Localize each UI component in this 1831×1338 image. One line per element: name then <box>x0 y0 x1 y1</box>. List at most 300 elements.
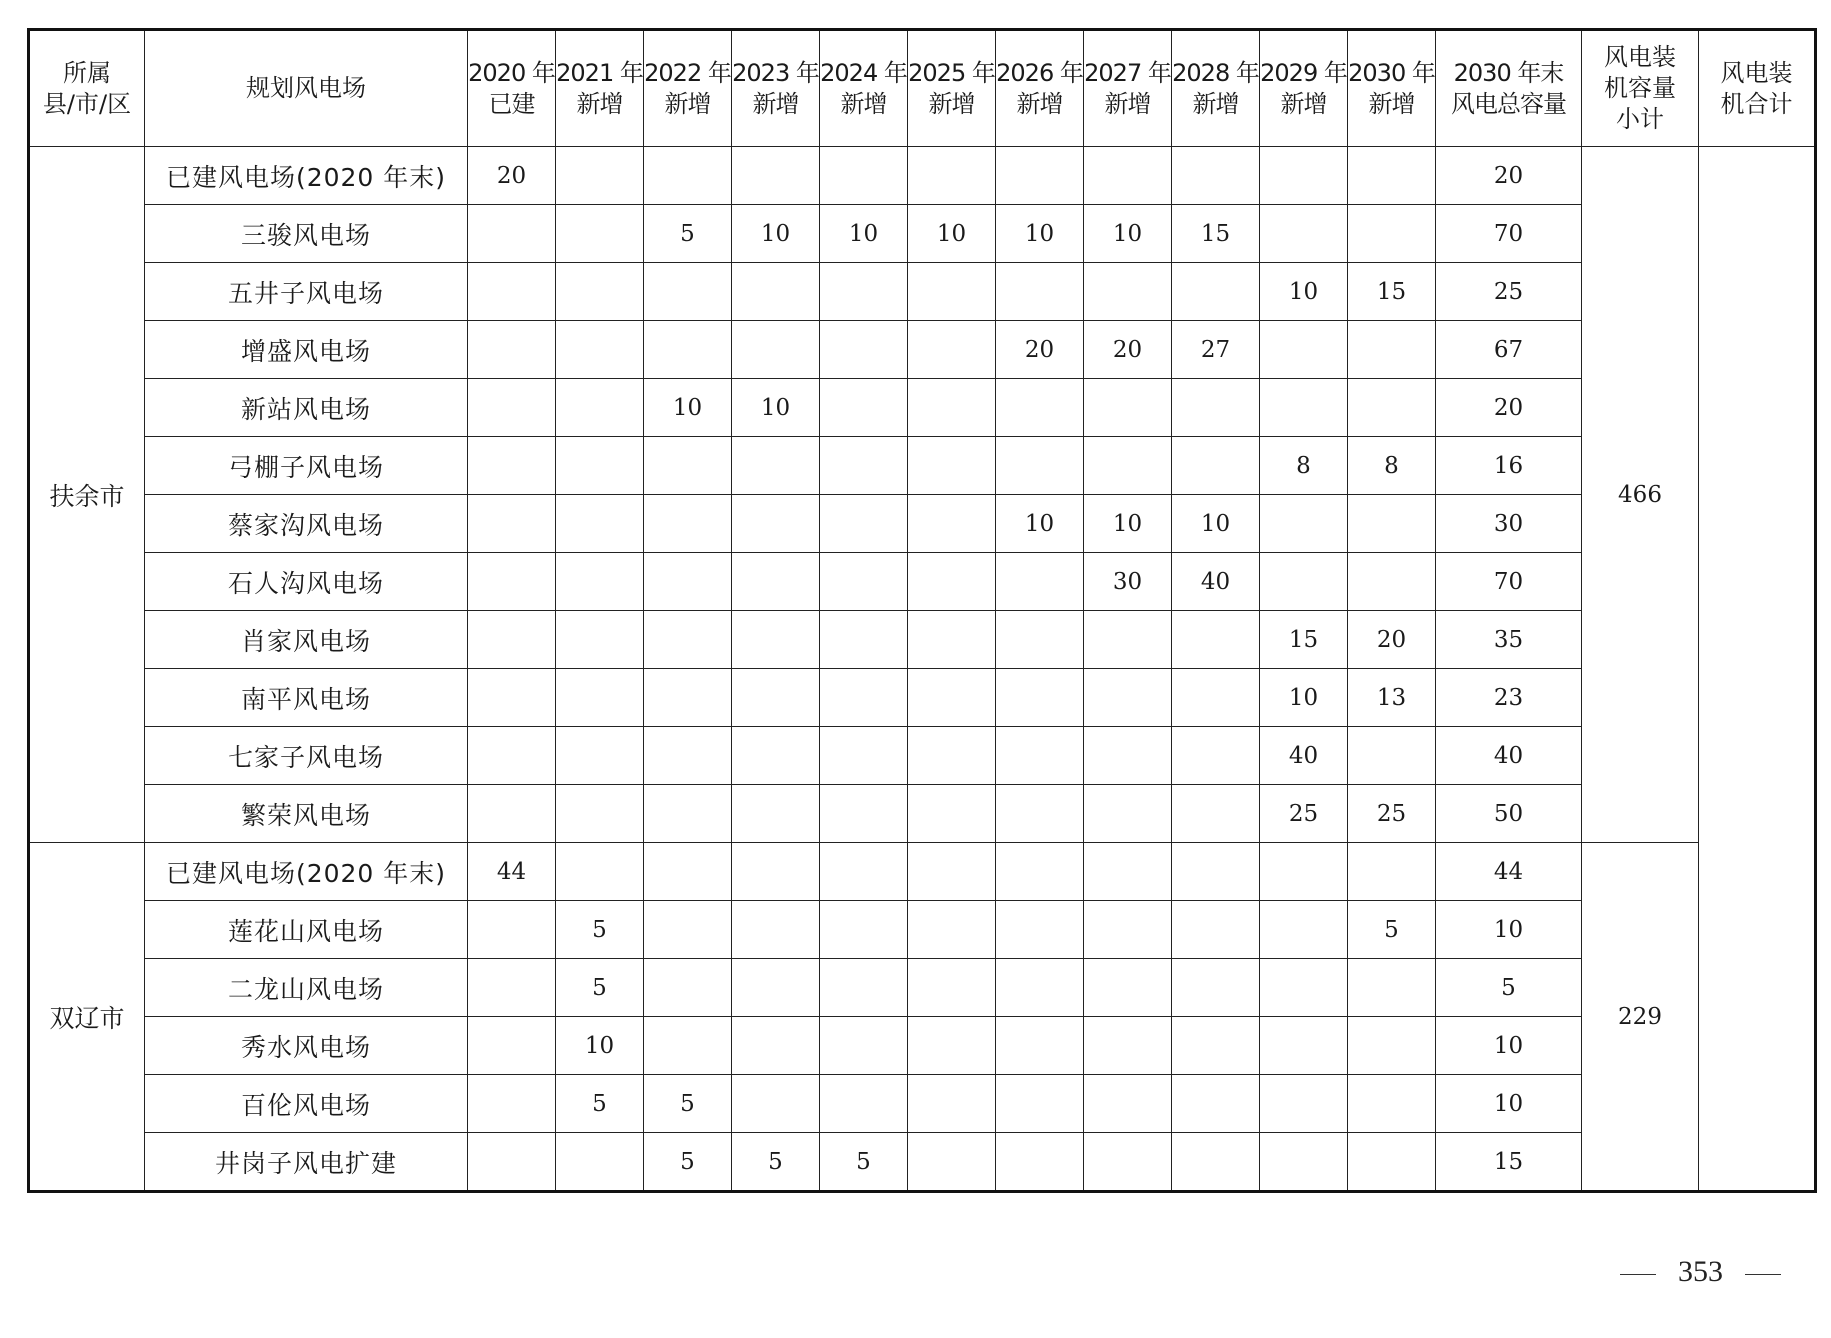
header-line: 新增 <box>752 89 799 118</box>
header-year <box>1172 30 1260 147</box>
capacity-cell <box>644 263 732 321</box>
table-row <box>29 1133 1816 1192</box>
capacity-cell <box>1084 1133 1172 1192</box>
farm-name-cell: 新站风电场 <box>145 379 468 437</box>
capacity-cell <box>732 321 820 379</box>
table-row <box>29 959 1816 1017</box>
header-year <box>556 30 644 147</box>
header-year <box>468 30 556 147</box>
farm-name-cell: 肖家风电场 <box>145 611 468 669</box>
capacity-cell <box>996 379 1084 437</box>
capacity-cell <box>1084 901 1172 959</box>
table-row <box>29 437 1816 495</box>
capacity-cell <box>1348 147 1436 205</box>
header-line: 2020 年 <box>468 58 555 87</box>
farm-name-cell: 七家子风电场 <box>145 727 468 785</box>
table-row <box>29 843 1816 901</box>
capacity-cell <box>468 263 556 321</box>
capacity-cell: 5 <box>556 1075 644 1133</box>
capacity-cell <box>996 437 1084 495</box>
capacity-cell <box>908 1017 996 1075</box>
header-region <box>29 30 145 147</box>
table-row <box>29 379 1816 437</box>
farm-name-cell: 百伦风电场 <box>145 1075 468 1133</box>
capacity-cell <box>820 147 908 205</box>
table-row <box>29 1075 1816 1133</box>
header-line: 2029 年 <box>1260 58 1347 87</box>
header-line: 2027 年 <box>1084 58 1171 87</box>
header-line: 风电总容量 <box>1451 89 1566 118</box>
capacity-cell: 40 <box>1260 727 1348 785</box>
capacity-cell <box>1172 147 1260 205</box>
capacity-table-sheet <box>27 28 1817 1193</box>
capacity-cell <box>1260 553 1348 611</box>
capacity-cell <box>556 437 644 495</box>
capacity-cell <box>996 1017 1084 1075</box>
capacity-cell <box>996 553 1084 611</box>
table-row <box>29 785 1816 843</box>
header-year <box>908 30 996 147</box>
capacity-cell <box>1348 205 1436 263</box>
capacity-cell: 20 <box>468 147 556 205</box>
capacity-cell <box>468 205 556 263</box>
total-capacity-cell: 10 <box>1436 1075 1582 1133</box>
capacity-cell <box>644 611 732 669</box>
header-total-2030 <box>1436 30 1582 147</box>
capacity-cell <box>1260 205 1348 263</box>
capacity-cell <box>820 611 908 669</box>
capacity-cell: 15 <box>1172 205 1260 263</box>
capacity-cell: 10 <box>1084 495 1172 553</box>
header-line: 2024 年 <box>820 58 907 87</box>
header-line: 小计 <box>1616 105 1664 133</box>
capacity-cell <box>556 147 644 205</box>
capacity-cell <box>732 727 820 785</box>
capacity-cell: 10 <box>1260 669 1348 727</box>
table-row <box>29 147 1816 205</box>
capacity-cell <box>996 727 1084 785</box>
capacity-cell <box>908 553 996 611</box>
capacity-cell <box>1084 727 1172 785</box>
capacity-cell <box>1260 1075 1348 1133</box>
capacity-cell <box>996 959 1084 1017</box>
capacity-cell <box>1260 147 1348 205</box>
total-capacity-cell: 44 <box>1436 843 1582 901</box>
capacity-cell <box>732 843 820 901</box>
capacity-cell <box>996 843 1084 901</box>
capacity-cell <box>1172 1017 1260 1075</box>
farm-name-cell: 莲花山风电场 <box>145 901 468 959</box>
capacity-cell <box>1084 1017 1172 1075</box>
capacity-cell <box>820 669 908 727</box>
header-line: 新增 <box>1192 89 1239 118</box>
table-row <box>29 263 1816 321</box>
capacity-cell <box>1172 843 1260 901</box>
capacity-cell <box>1172 1075 1260 1133</box>
table-row <box>29 495 1816 553</box>
capacity-cell <box>908 959 996 1017</box>
capacity-cell <box>1348 843 1436 901</box>
header-line: 新增 <box>928 89 975 118</box>
capacity-cell <box>468 321 556 379</box>
subtotal-cell: 466 <box>1582 147 1699 843</box>
capacity-cell <box>1348 959 1436 1017</box>
farm-name-cell: 增盛风电场 <box>145 321 468 379</box>
capacity-cell: 5 <box>644 205 732 263</box>
table-row <box>29 611 1816 669</box>
capacity-cell <box>1260 1017 1348 1075</box>
capacity-cell <box>908 669 996 727</box>
capacity-cell <box>820 437 908 495</box>
capacity-cell <box>908 321 996 379</box>
total-capacity-cell: 70 <box>1436 553 1582 611</box>
capacity-cell <box>1084 147 1172 205</box>
farm-name-cell: 弓棚子风电场 <box>145 437 468 495</box>
capacity-cell: 5 <box>644 1133 732 1192</box>
capacity-cell <box>1172 785 1260 843</box>
capacity-cell <box>732 263 820 321</box>
capacity-cell: 25 <box>1348 785 1436 843</box>
page-number-dash-left <box>1620 1274 1656 1275</box>
capacity-cell: 10 <box>1172 495 1260 553</box>
capacity-cell <box>468 1017 556 1075</box>
capacity-cell <box>1084 785 1172 843</box>
header-row <box>29 30 1816 147</box>
region-cell: 扶余市 <box>29 147 145 843</box>
header-line: 2021 年 <box>556 58 643 87</box>
header-line: 新增 <box>664 89 711 118</box>
header-line: 新增 <box>1016 89 1063 118</box>
capacity-cell <box>1348 495 1436 553</box>
table-body <box>29 147 1816 1192</box>
capacity-cell <box>732 959 820 1017</box>
farm-name-cell: 二龙山风电场 <box>145 959 468 1017</box>
farm-name-cell: 繁荣风电场 <box>145 785 468 843</box>
capacity-cell <box>820 843 908 901</box>
capacity-cell <box>732 437 820 495</box>
capacity-cell <box>644 901 732 959</box>
capacity-cell <box>1172 611 1260 669</box>
capacity-cell <box>1260 321 1348 379</box>
capacity-cell <box>820 959 908 1017</box>
subtotal-cell: 229 <box>1582 843 1699 1192</box>
capacity-cell <box>996 611 1084 669</box>
capacity-cell: 30 <box>1084 553 1172 611</box>
header-year <box>644 30 732 147</box>
capacity-cell <box>1084 959 1172 1017</box>
capacity-cell <box>1260 379 1348 437</box>
capacity-cell <box>1348 379 1436 437</box>
capacity-cell <box>644 727 732 785</box>
capacity-cell: 10 <box>996 205 1084 263</box>
capacity-cell <box>996 901 1084 959</box>
total-capacity-cell: 67 <box>1436 321 1582 379</box>
capacity-cell: 20 <box>1348 611 1436 669</box>
header-line: 2025 年 <box>908 58 995 87</box>
capacity-cell <box>820 321 908 379</box>
capacity-cell <box>1172 379 1260 437</box>
capacity-cell <box>644 495 732 553</box>
total-capacity-cell: 16 <box>1436 437 1582 495</box>
farm-name-cell: 南平风电场 <box>145 669 468 727</box>
capacity-cell <box>996 669 1084 727</box>
capacity-cell: 10 <box>908 205 996 263</box>
header-line: 新增 <box>1104 89 1151 118</box>
grand-total-cell <box>1699 147 1816 1192</box>
capacity-cell <box>1260 843 1348 901</box>
header-line: 已建 <box>488 89 535 118</box>
capacity-cell <box>732 669 820 727</box>
capacity-cell <box>644 785 732 843</box>
capacity-cell: 10 <box>1084 205 1172 263</box>
capacity-cell <box>468 611 556 669</box>
table-row <box>29 669 1816 727</box>
header-line: 新增 <box>1368 89 1415 118</box>
capacity-cell <box>1172 669 1260 727</box>
capacity-cell <box>468 379 556 437</box>
capacity-cell <box>820 263 908 321</box>
capacity-cell <box>732 147 820 205</box>
farm-name-cell: 秀水风电场 <box>145 1017 468 1075</box>
capacity-cell <box>1348 321 1436 379</box>
farm-name-cell: 石人沟风电场 <box>145 553 468 611</box>
capacity-cell <box>468 553 556 611</box>
capacity-cell <box>1260 495 1348 553</box>
header-line: 机容量 <box>1604 74 1676 102</box>
total-capacity-cell: 70 <box>1436 205 1582 263</box>
capacity-cell <box>908 437 996 495</box>
capacity-cell: 5 <box>732 1133 820 1192</box>
header-year <box>996 30 1084 147</box>
total-capacity-cell: 25 <box>1436 263 1582 321</box>
capacity-cell <box>556 1133 644 1192</box>
total-capacity-cell: 23 <box>1436 669 1582 727</box>
capacity-cell <box>732 553 820 611</box>
capacity-cell <box>908 147 996 205</box>
capacity-cell <box>556 553 644 611</box>
capacity-cell <box>468 959 556 1017</box>
capacity-cell <box>644 1017 732 1075</box>
header-line: 2030 年 <box>1348 58 1435 87</box>
capacity-cell: 10 <box>820 205 908 263</box>
capacity-cell <box>644 553 732 611</box>
capacity-cell <box>1172 901 1260 959</box>
capacity-cell <box>556 205 644 263</box>
capacity-cell <box>1260 1133 1348 1192</box>
capacity-cell <box>908 1133 996 1192</box>
page-number <box>1598 1255 1803 1289</box>
header-line: 2030 年末 <box>1453 58 1564 87</box>
capacity-cell: 15 <box>1348 263 1436 321</box>
table-row <box>29 1017 1816 1075</box>
header-year <box>1084 30 1172 147</box>
capacity-cell <box>644 959 732 1017</box>
header-subtotal <box>1582 30 1699 147</box>
capacity-cell: 20 <box>996 321 1084 379</box>
capacity-cell <box>820 1017 908 1075</box>
capacity-cell: 5 <box>556 901 644 959</box>
capacity-cell <box>644 843 732 901</box>
capacity-cell: 5 <box>644 1075 732 1133</box>
farm-name-cell: 五井子风电场 <box>145 263 468 321</box>
capacity-cell <box>468 437 556 495</box>
capacity-cell <box>1084 437 1172 495</box>
capacity-cell <box>1084 611 1172 669</box>
capacity-cell <box>820 379 908 437</box>
header-line: 县/市/区 <box>42 89 132 118</box>
capacity-cell <box>1172 959 1260 1017</box>
total-capacity-cell: 35 <box>1436 611 1582 669</box>
capacity-cell <box>556 843 644 901</box>
capacity-cell <box>908 263 996 321</box>
header-line: 所属 <box>63 58 111 87</box>
total-capacity-cell: 30 <box>1436 495 1582 553</box>
header-line: 机合计 <box>1720 89 1793 118</box>
capacity-cell <box>996 263 1084 321</box>
capacity-cell <box>908 495 996 553</box>
capacity-cell <box>820 727 908 785</box>
capacity-cell <box>908 785 996 843</box>
farm-name-cell: 已建风电场(2020 年末) <box>145 147 468 205</box>
capacity-cell <box>556 785 644 843</box>
capacity-cell <box>732 495 820 553</box>
capacity-cell: 5 <box>820 1133 908 1192</box>
table-row <box>29 901 1816 959</box>
table-header <box>29 30 1816 147</box>
header-line: 风电装 <box>1720 58 1793 87</box>
total-capacity-cell: 5 <box>1436 959 1582 1017</box>
capacity-cell <box>732 1017 820 1075</box>
capacity-cell <box>996 1133 1084 1192</box>
capacity-cell: 40 <box>1172 553 1260 611</box>
table-row <box>29 727 1816 785</box>
header-line: 2022 年 <box>644 58 731 87</box>
capacity-cell: 10 <box>644 379 732 437</box>
capacity-cell <box>468 727 556 785</box>
total-capacity-cell: 20 <box>1436 147 1582 205</box>
capacity-cell: 8 <box>1260 437 1348 495</box>
capacity-cell <box>1260 901 1348 959</box>
header-line: 新增 <box>576 89 623 118</box>
capacity-cell <box>1172 263 1260 321</box>
capacity-cell <box>468 669 556 727</box>
capacity-cell <box>1260 959 1348 1017</box>
page-number-dash-right <box>1745 1274 1781 1275</box>
capacity-cell: 8 <box>1348 437 1436 495</box>
header-year <box>1348 30 1436 147</box>
table-row <box>29 205 1816 263</box>
capacity-cell <box>1084 1075 1172 1133</box>
capacity-cell <box>644 437 732 495</box>
capacity-cell <box>820 1075 908 1133</box>
capacity-cell: 25 <box>1260 785 1348 843</box>
capacity-cell <box>468 901 556 959</box>
capacity-cell <box>732 901 820 959</box>
capacity-cell <box>1348 727 1436 785</box>
capacity-cell <box>1084 843 1172 901</box>
total-capacity-cell: 10 <box>1436 901 1582 959</box>
capacity-cell: 44 <box>468 843 556 901</box>
capacity-cell: 13 <box>1348 669 1436 727</box>
capacity-cell: 5 <box>1348 901 1436 959</box>
capacity-cell: 5 <box>556 959 644 1017</box>
capacity-cell <box>908 901 996 959</box>
farm-name-cell: 蔡家沟风电场 <box>145 495 468 553</box>
capacity-cell <box>732 785 820 843</box>
capacity-cell <box>1348 553 1436 611</box>
capacity-cell <box>820 553 908 611</box>
capacity-cell <box>908 611 996 669</box>
capacity-cell: 10 <box>556 1017 644 1075</box>
total-capacity-cell: 20 <box>1436 379 1582 437</box>
capacity-cell <box>468 1075 556 1133</box>
capacity-cell <box>644 321 732 379</box>
header-year <box>732 30 820 147</box>
capacity-cell <box>1348 1017 1436 1075</box>
capacity-cell <box>556 727 644 785</box>
capacity-cell <box>820 901 908 959</box>
header-line: 2023 年 <box>732 58 819 87</box>
page-number-text: 353 <box>1678 1255 1723 1288</box>
capacity-cell <box>644 669 732 727</box>
wind-farm-capacity-table <box>27 28 1817 1193</box>
capacity-cell <box>908 379 996 437</box>
capacity-cell <box>1172 437 1260 495</box>
capacity-cell: 10 <box>996 495 1084 553</box>
capacity-cell <box>732 611 820 669</box>
capacity-cell <box>468 1133 556 1192</box>
header-line: 新增 <box>1280 89 1327 118</box>
capacity-cell: 27 <box>1172 321 1260 379</box>
capacity-cell <box>644 147 732 205</box>
header-line: 2026 年 <box>996 58 1083 87</box>
region-cell: 双辽市 <box>29 843 145 1192</box>
capacity-cell: 10 <box>732 205 820 263</box>
total-capacity-cell: 40 <box>1436 727 1582 785</box>
capacity-cell <box>1172 727 1260 785</box>
capacity-cell <box>820 785 908 843</box>
capacity-cell <box>468 495 556 553</box>
capacity-cell <box>996 147 1084 205</box>
farm-name-cell: 三骏风电场 <box>145 205 468 263</box>
farm-name-cell: 已建风电场(2020 年末) <box>145 843 468 901</box>
header-line: 风电装 <box>1604 43 1676 71</box>
capacity-cell <box>996 1075 1084 1133</box>
total-capacity-cell: 10 <box>1436 1017 1582 1075</box>
capacity-cell <box>556 669 644 727</box>
capacity-cell <box>556 611 644 669</box>
capacity-cell <box>1084 379 1172 437</box>
total-capacity-cell: 50 <box>1436 785 1582 843</box>
capacity-cell <box>556 495 644 553</box>
header-year <box>1260 30 1348 147</box>
table-row <box>29 553 1816 611</box>
header-grand-total <box>1699 30 1816 147</box>
capacity-cell <box>1172 1133 1260 1192</box>
capacity-cell <box>908 1075 996 1133</box>
header-line: 2028 年 <box>1172 58 1259 87</box>
header-year <box>820 30 908 147</box>
capacity-cell: 10 <box>1260 263 1348 321</box>
capacity-cell <box>556 379 644 437</box>
capacity-cell <box>908 727 996 785</box>
capacity-cell: 10 <box>732 379 820 437</box>
capacity-cell: 15 <box>1260 611 1348 669</box>
header-farm: 规划风电场 <box>145 30 468 147</box>
capacity-cell <box>732 1075 820 1133</box>
capacity-cell <box>1084 263 1172 321</box>
capacity-cell <box>1348 1133 1436 1192</box>
